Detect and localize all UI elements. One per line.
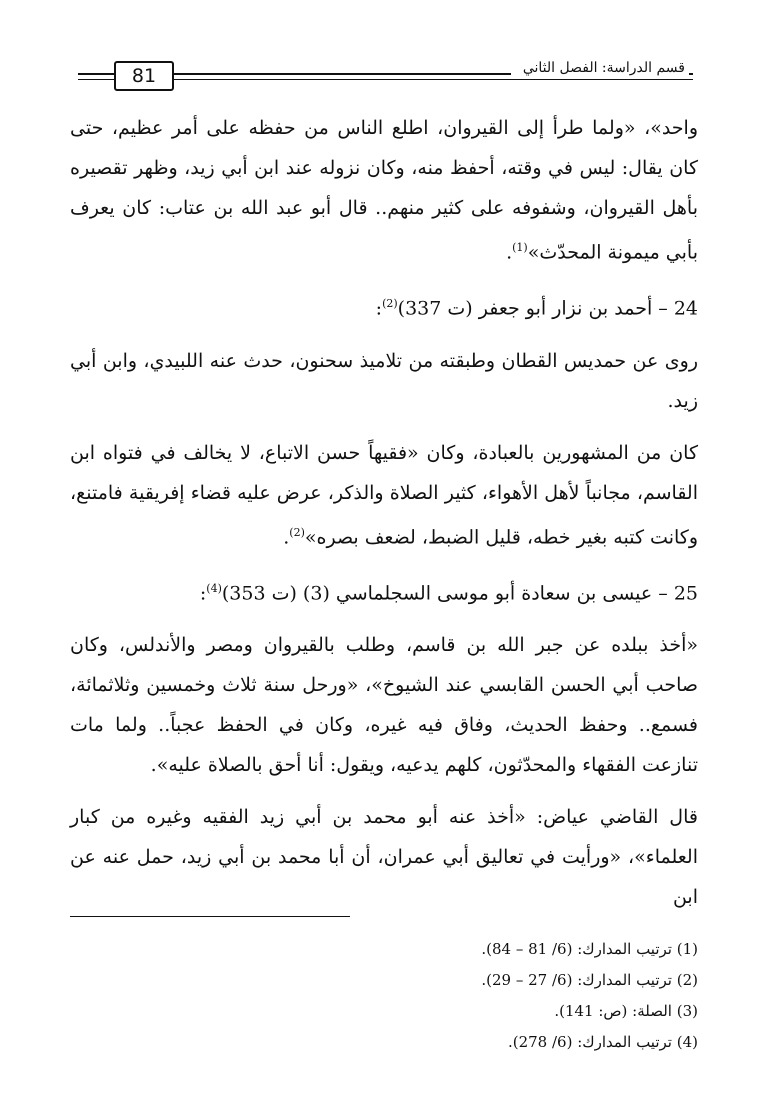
paragraph-text: «أخذ ببلده عن جبر الله بن قاسم، وطلب بالقيروان ومصر والأندلس، وكان صاحب أبي الحسن القابسي عند الشيوخ»، «ورحل سنة ثلاث وخمسين وثلاثمائة، فسمع.. وحفظ الحديث، وفاق فيه غيره، وكان في الحفظ عجباً.. ولما مات تنازعت الفقهاء والمحدّثون، كلهم يدعيه، ويقول: أنا أحق بالصلاة عليه». [70,634,698,777]
footnote: (3) الصلة: (ص: 141). [554,1002,698,1020]
footnote: (4) ترتيب المدارك: (6/ 278). [507,1033,698,1051]
footnote: (1) ترتيب المدارك: (6/ 81 – 84). [481,940,698,958]
entry-heading [70,284,698,328]
footnote-ref: (4) [206,581,222,595]
paragraph [70,625,698,785]
paragraph [70,341,698,421]
paragraph-text: كان من المشهورين بالعبادة، وكان «فقيهاً حسن الاتباع، لا يخالف في فتواه ابن القاسم، مجانباً لأهل الأهواء، كثير الصلاة والذكر، عرض عليه قضاء إفريقية فامتنع، وكانت كتبه بغير خطه، قليل الضبط، لضعف بصره» [70,441,698,548]
entry-heading-text: 24 – أحمد بن نزار أبو جعفر (ت 337) [397,297,698,320]
running-title: قسم الدراسة: الفصل الثاني [511,60,689,76]
footnote-separator [70,916,350,917]
page-number: 81 [114,61,174,91]
footnote-ref: (2) [289,525,305,539]
paragraph [70,433,698,557]
footnote-ref: (1) [512,241,528,254]
paragraph-tail: : [199,582,207,605]
paragraph [70,108,698,272]
page-header [78,56,693,96]
footnote-ref: (2) [382,297,398,311]
main-text [70,108,698,929]
entry-heading [70,569,698,613]
footnote: (2) ترتيب المدارك: (6/ 27 – 29). [481,971,698,989]
paragraph-text: واحد»، «ولما طرأ إلى القيروان، اطلع الناس من حفظه على أمر عظيم، حتى كان يقال: ليس في وقته، أحفظ منه، وكان نزوله عند ابن أبي زيد، وظهر تقصيره بأهل القيروان، وشفوفه على كثير منهم.. قال أبو عبد الله بن عتاب: كان يعرف بأبي ميمونة المحدّث» [70,117,698,264]
header-rule-left-thin [78,79,118,80]
paragraph-tail: . [283,525,290,548]
paragraph-text: قال القاضي عياض: «أخذ عنه أبو محمد بن أبي زيد الفقيه وغيره من كبار العلماء»، «ورأيت في تعاليق أبي عمران، أن أبا محمد بن أبي زيد، حمل عنه عن ابن [70,806,698,909]
header-rule-thin [170,79,693,80]
header-rule-left [78,73,118,75]
paragraph-tail: : [375,297,383,320]
entry-heading-text: 25 – عيسى بن سعادة أبو موسى السجلماسي (3) (ت 353) [221,582,698,605]
paragraph-tail: . [506,241,513,264]
paragraph-text: روى عن حمديس القطان وطبقته من تلاميذ سحنون، حدث عنه اللبيدي، وابن أبي زيد. [70,349,698,412]
footnotes [70,934,698,1058]
paragraph [70,797,698,917]
